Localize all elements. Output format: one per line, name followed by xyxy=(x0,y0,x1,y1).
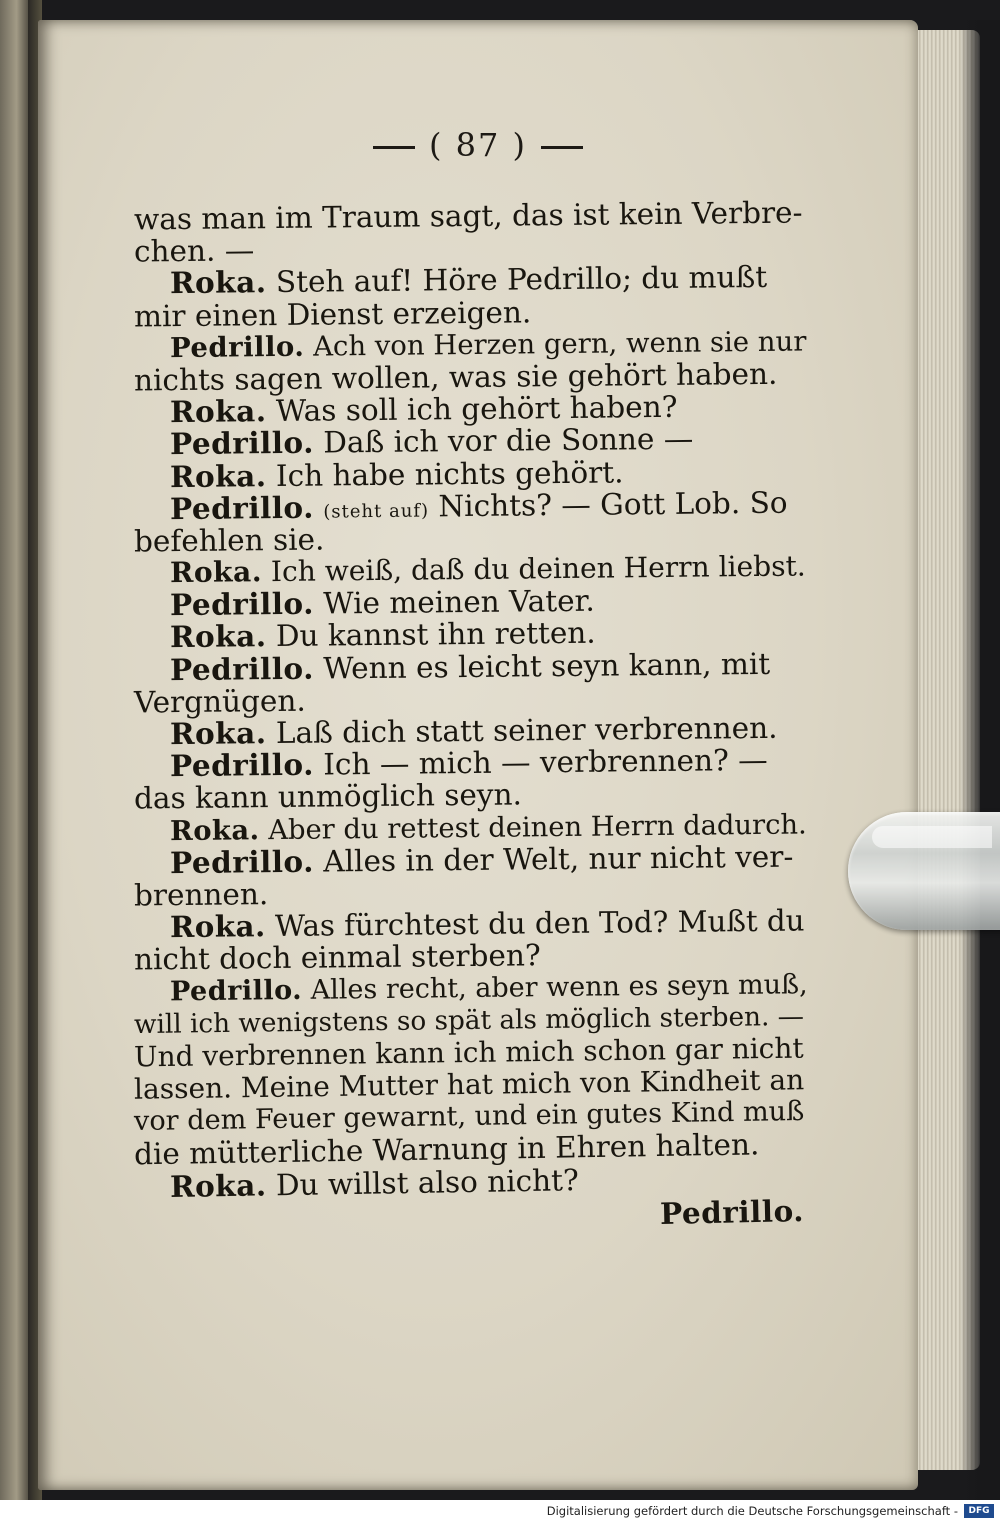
line-text: Ich habe nichts gehört. xyxy=(275,454,624,493)
speaker-name: Pedrillo. xyxy=(169,585,315,623)
speaker-name: Roka. xyxy=(169,715,267,752)
speaker-name: Roka. xyxy=(169,1167,267,1204)
line-text: befehlen sie. xyxy=(133,522,325,559)
line-text: Was soll ich gehört haben? xyxy=(275,389,678,429)
dfg-logo: DFG xyxy=(964,1504,994,1518)
line-text: lassen. Meine Mutter hat mich von Kindheit an xyxy=(133,1063,805,1106)
speaker-name: Roka. xyxy=(169,264,267,301)
speaker-name: Roka. xyxy=(169,393,267,430)
speaker-name: Roka. xyxy=(169,555,263,590)
book-page xyxy=(38,20,918,1490)
line-text: brennen. xyxy=(133,877,269,913)
speaker-name: Roka. xyxy=(169,909,266,945)
line-text: Alles recht, aber wenn es seyn muß, xyxy=(310,968,808,1006)
page-number: ( 87 ) xyxy=(428,126,528,164)
line-text: Wie meinen Vater. xyxy=(323,583,595,621)
header-dash-right xyxy=(541,146,583,149)
line-text: das kann unmöglich seyn. xyxy=(133,777,523,816)
line-text: Alles in der Welt, nur nicht ver- xyxy=(323,839,794,879)
line-text: Laß dich statt seiner verbrennen. xyxy=(275,710,778,751)
speaker-name: Pedrillo. xyxy=(169,746,315,784)
line-text: chen. — xyxy=(133,233,255,269)
speaker-name: Pedrillo. xyxy=(169,843,315,880)
line-text: Nichts? — Gott Lob. So xyxy=(438,485,788,524)
line-text: Steh auf! Höre Pedrillo; du mußt xyxy=(275,260,768,300)
line-text: Ach von Herzen gern, wenn sie nur xyxy=(312,325,807,363)
footer-bar xyxy=(0,1500,1000,1522)
line-text: nicht doch einmal sterben? xyxy=(133,938,541,977)
line-text: Du willst also nicht? xyxy=(275,1162,580,1202)
line-text: Daß ich vor die Sonne — xyxy=(323,421,694,460)
line-text: Wenn es leicht seyn kann, mit xyxy=(323,646,771,686)
speaker-name: Pedrillo. xyxy=(169,330,305,364)
speaker-name: Roka. xyxy=(169,457,267,494)
catchword-text: Pedrillo. xyxy=(659,1192,805,1231)
speaker-name: Roka. xyxy=(169,618,267,655)
speaker-name: Pedrillo. xyxy=(169,424,315,462)
play-text xyxy=(133,195,808,1234)
line-text: Und verbrennen kann ich mich schon gar nicht xyxy=(133,1031,804,1074)
left-page-edge xyxy=(0,0,30,1500)
line-text: will ich wenigstens so spät als möglich sterben. — xyxy=(133,1001,805,1040)
speaker-name: Pedrillo. xyxy=(169,650,315,687)
page-clip-highlight xyxy=(872,826,992,848)
line-text: nichts sagen wollen, was sie gehört haben. xyxy=(133,356,778,398)
line-text: die mütterliche Warnung in Ehren halten. xyxy=(133,1127,760,1172)
speaker-name: Pedrillo. xyxy=(169,489,315,526)
header-dash-left xyxy=(373,146,415,149)
line-text: Du kannst ihn retten. xyxy=(275,616,596,654)
speaker-name: Roka. xyxy=(169,813,260,847)
line-text: mir einen Dienst erzeigen. xyxy=(133,294,532,334)
page-header xyxy=(38,126,918,164)
line-text: Ich weiß, daß du deinen Herrn liebst. xyxy=(270,549,806,589)
line-text: Was fürchtest du den Tod? Mußt du xyxy=(274,903,805,944)
line-text: vor dem Feuer gewarnt, und ein gutes Kind muß xyxy=(133,1096,805,1138)
footer-credit: Digitalisierung gefördert durch die Deutsche Forschungsgemeinschaft - xyxy=(546,1504,958,1518)
stage-direction: (steht auf) xyxy=(323,500,430,523)
line-text: was man im Traum sagt, das ist kein Verbre- xyxy=(133,195,803,237)
speaker-name: Pedrillo. xyxy=(169,974,303,1007)
line-text: Aber du rettest deinen Herrn dadurch. xyxy=(268,809,807,846)
line-text: Ich — mich — verbrennen? — xyxy=(323,743,768,782)
edge-shadow xyxy=(960,20,1000,1500)
line-text: Vergnügen. xyxy=(133,683,306,720)
